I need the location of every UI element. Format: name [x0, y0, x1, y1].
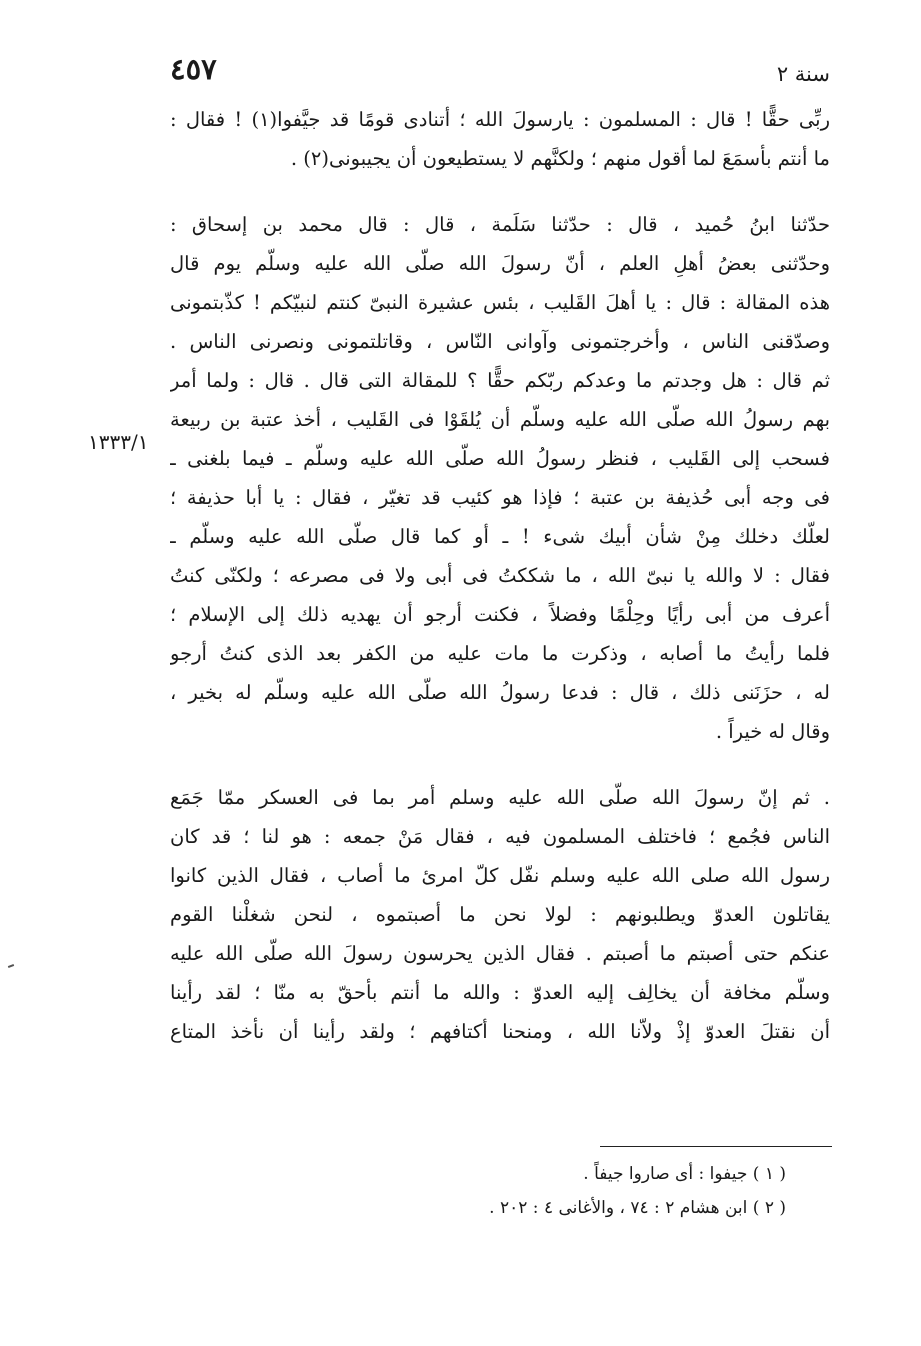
text-line: رسول الله صلى الله عليه وسلم نفّل كلّ امرئ ما أصاب ، فقال الذين كانوا: [170, 864, 830, 887]
text-line: حدّثنا ابنُ حُميد ، قال : حدّثنا سَلَمة ، قال : قال محمد بن إسحاق :: [170, 213, 830, 236]
text-line: يقاتلون العدوّ ويطلبونهم : لولا نحن ما أصبتموه ، لنحن شغلْنا القوم: [170, 903, 830, 926]
main-text: [170, 100, 830, 1051]
text-line: فقال : لا والله يا نبىّ الله ، ما شككتُ فى أبى ولا فى مصرعه ؛ ولكنّى كنتُ: [170, 564, 830, 587]
footnote: ( ١ ) جيفوا : أى صاروا جيفاً .: [583, 1164, 786, 1184]
text-line: لعلّك دخلك مِنْ شأن أبيك شىء ! ـ أو كما قال صلّى الله عليه وسلّم ـ: [170, 525, 830, 548]
text-line: ثم قال : هل وجدتم ما وعدكم ربّكم حقًّا ؟ للمقالة التى قال . قال : ولما أمر: [170, 369, 830, 392]
text-line: عنكم حتى أصبتم ما أصبتم . فقال الذين يحرسون رسولَ الله صلّى الله عليه: [170, 942, 830, 965]
text-line: وسلّم مخافة أن يخالِف إليه العدوّ : والله ما أنتم بأحقّ به منّا ؛ لقد رأينا: [170, 981, 830, 1004]
text-line: فلما رأيتُ ما أصابه ، وذكرت ما مات عليه من الكفر بعد الذى كنتُ أرجو: [170, 642, 830, 665]
paragraph: [170, 778, 830, 1051]
text-line: أن نقتلَ العدوّ إذْ ولاّنا الله ، ومنحنا أكتافهم ؛ ولقد رأينا أن نأخذ المتاع: [170, 1020, 830, 1043]
text-line: وقال له خيراً .: [715, 720, 830, 743]
footnote: ( ٢ ) ابن هشام ٢ : ٧٤ ، والأغانى ٤ : ٢٠٢ .: [489, 1198, 786, 1218]
text-line: . ثم إنّ رسولَ الله صلّى الله عليه وسلم أمر بما فى العسكر ممّا جَمَع: [170, 786, 830, 809]
text-line: ما أنتم بأسمَعَ لما أقول منهم ؛ ولكنَّهم لا يستطيعون أن يجيبونى(٢) .: [290, 147, 830, 170]
page-number: ٤٥٧: [170, 52, 217, 86]
text-line: وصدّقنى الناس ، وأخرجتمونى وآوانى النّاس ، وقاتلتمونى ونصرنى الناس .: [170, 330, 830, 353]
text-line: بهم رسولُ الله صلّى الله عليه وسلّم أن يُلقَوْا فى القَليب ، أخذ عتبة بن ربيعة: [170, 408, 830, 431]
footnotes: [170, 1157, 786, 1225]
footnote-divider: [600, 1146, 832, 1147]
paragraph: [170, 205, 830, 751]
text-line: وحدّثنى بعضُ أهلِ العلم ، أنّ رسولَ الله صلّى الله عليه وسلّم يوم قال: [170, 252, 830, 275]
paragraph: [170, 100, 830, 178]
text-line: فسحب إلى القَليب ، فنظر رسولُ الله صلّى الله عليه وسلّم ـ فيما بلغنى ـ: [170, 447, 830, 470]
margin-reference: ١٣٣٣/١: [88, 430, 149, 454]
text-line: له ، حزَنَنى ذلك ، قال : فدعا رسولُ الله صلّى الله عليه وسلّم له بخير ،: [170, 681, 830, 704]
text-line: أعرف من أبى رأيًا وحِلْمًا وفضلاً ، فكنت أرجو أن يهديه ذلك إلى الإسلام ؛: [170, 603, 830, 626]
text-line: الناس فجُمع ؛ فاختلف المسلمون فيه ، فقال مَنْ جمعه : هو لنا ؛ قد كان: [170, 825, 830, 848]
page-header: [170, 52, 830, 92]
text-line: فى وجه أبى حُذيفة بن عتبة ؛ فإذا هو كئيب قد تغيّر ، فقال : يا أبا حذيفة ؛: [170, 486, 830, 509]
text-line: ربِّى حقًّا ! قال : المسلمون : يارسولَ الله ؛ أتنادى قومًا قد جيَّفوا(١) ! فقال :: [170, 108, 830, 131]
text-line: هذه المقالة : قال : يا أهلَ القَليب ، بئس عشيرة النبىّ كنتم لنبيّكم ! كذّبتمونى: [170, 291, 830, 314]
page-speck: [8, 964, 14, 968]
running-head: سنة ٢: [776, 62, 830, 86]
